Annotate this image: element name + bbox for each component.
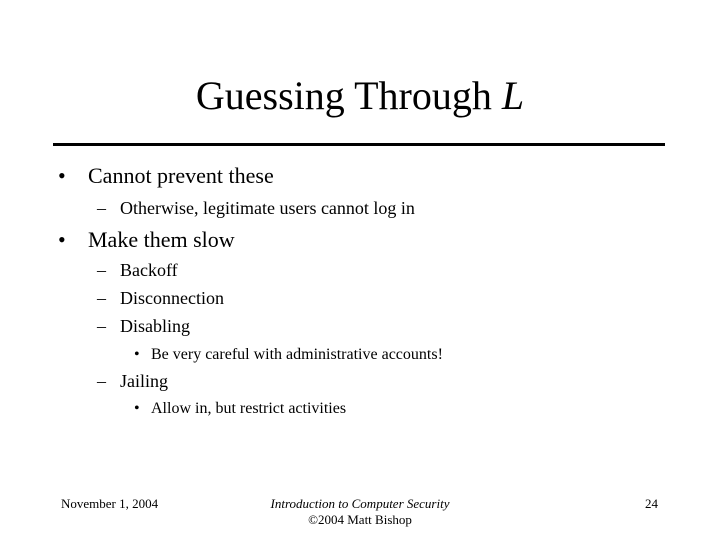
bullet-text: Cannot prevent these [88,163,274,188]
footer-course: Introduction to Computer Security [270,496,450,511]
sub-bullet-text: Disabling [120,316,190,336]
dash-marker: – [97,260,106,280]
dash-marker: – [97,316,106,336]
sub-bullet-text: Backoff [120,260,178,280]
title-divider [53,143,665,146]
sub-bullet-text: Jailing [120,371,168,391]
slide-title [0,70,720,122]
bullet-marker: • [134,346,140,363]
slide-title-text: Guessing Through [195,73,502,118]
sub-sub-bullet-text: Allow in, but restrict activities [151,400,347,417]
bullet-text: Make them slow [88,227,235,252]
bullet-marker: • [134,400,140,417]
dash-marker: – [97,198,106,218]
footer-date: November 1, 2004 [61,496,159,511]
bullet-marker: • [58,163,66,188]
dash-marker: – [97,288,106,308]
dash-marker: – [97,371,106,391]
sub-sub-bullet-text: Be very careful with administrative accounts! [151,346,443,363]
slide-title-italic: L [501,73,525,118]
sub-bullet-text: Disconnection [120,288,224,308]
footer-copyright: ©2004 Matt Bishop [308,512,412,527]
sub-bullet-text: Otherwise, legitimate users cannot log in [120,198,415,218]
footer-course-credit [230,496,490,528]
page-number: 24 [645,496,658,511]
bullet-marker: • [58,227,66,252]
